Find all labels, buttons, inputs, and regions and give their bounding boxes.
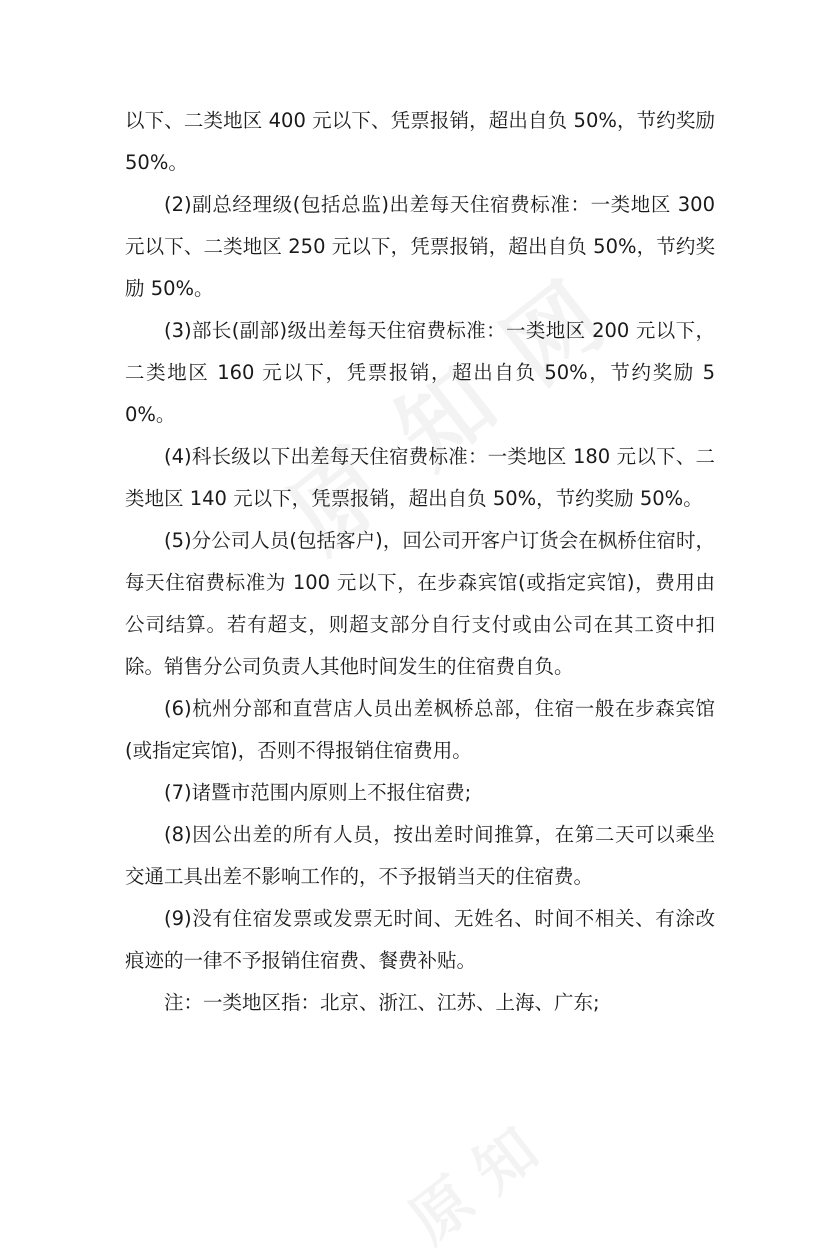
paragraph-note: 注：一类地区指：北京、浙江、江苏、上海、广东; xyxy=(164,991,600,1014)
watermark-fragment xyxy=(389,1031,631,1238)
paragraph-item-9: (9)没有住宿发票或发票无时间、无姓名、时间不相关、有涂改痕迹的一律不予报销住宿费、餐费补贴。 xyxy=(125,907,715,972)
paragraph-item-3: (3)部长(副部)级出差每天住宿费标准：一类地区 200 元以下，二类地区 160 元以下，凭票报销，超出自负 50%，节约奖励 50%。 xyxy=(125,319,715,426)
document-body xyxy=(125,100,715,1024)
paragraph-item-7: (7)诸暨市范围内原则上不报住宿费; xyxy=(164,781,472,804)
paragraph-item-5: (5)分公司人员(包括客户)，回公司开客户订货会在枫桥住宿时，每天住宿费标准为 100 元以下，在步森宾馆(或指定宾馆)，费用由公司结算。若有超支，则超支部分自行支付或由公司在其工资中扣除。销售分公司负责人其他时间发生的住宿费自负。 xyxy=(125,529,715,678)
paragraph-item-8: (8)因公出差的所有人员，按出差时间推算，在第二天可以乘坐交通工具出差不影响工作的，不予报销当天的住宿费。 xyxy=(125,823,715,888)
paragraph-item-6: (6)杭州分部和直营店人员出差枫桥总部，住宿一般在步森宾馆(或指定宾馆)，否则不得报销住宿费用。 xyxy=(125,697,715,762)
paragraph-item-4: (4)科长级以下出差每天住宿费标准：一类地区 180 元以下、二类地区 140 元以下，凭票报销，超出自负 50%，节约奖励 50%。 xyxy=(125,445,715,510)
paragraph-continuation: 以下、二类地区 400 元以下、凭票报销，超出自负 50%，节约奖励 50%。 xyxy=(125,109,715,174)
paragraph-item-2: (2)副总经理级(包括总监)出差每天住宿费标准：一类地区 300 元以下、二类地区 250 元以下，凭票报销，超出自负 50%，节约奖励 50%。 xyxy=(125,193,715,300)
